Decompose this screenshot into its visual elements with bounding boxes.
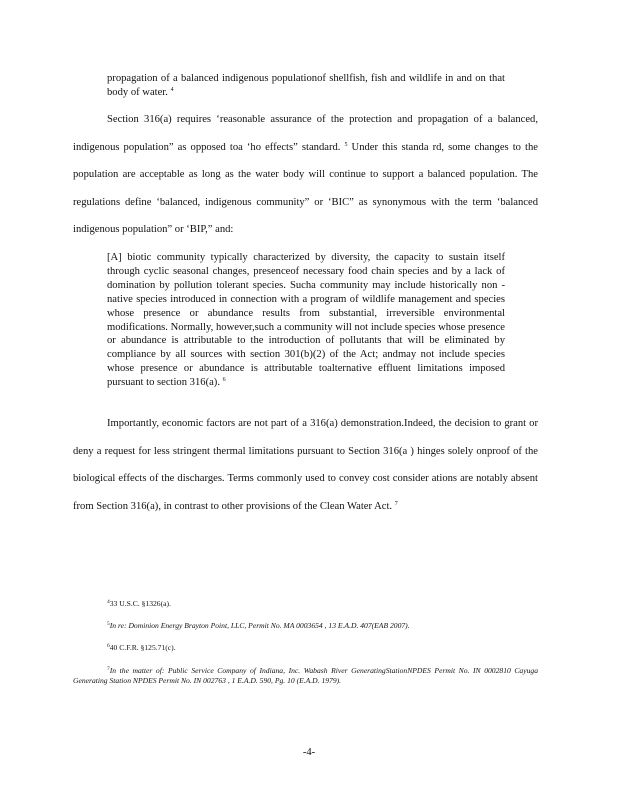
paragraph-1 — [73, 106, 538, 244]
footnote-4-mark: 4 — [107, 599, 110, 605]
block-quote-1 — [107, 72, 505, 100]
footnote-6 — [107, 641, 527, 653]
page-number: -4- — [302, 747, 316, 758]
block-quote-2-text: [A] biotic community typically characterized by diversity, the capacity to sustain itself through cyclic seasonal changes, presenceof necessary food chain species and by a lack of domination by pollution tolerant species. Sucha community may include historically non -native species introduced in connection with a program of wildlife management and species whose presence or abundance results from substantial, irreversible environmental modifications. Normally, however,such a community will not include species whose presence or abundance is attributable to the introduction of pollutants that will be eliminated by compliance by all sources with section 301(b)(2) of the Act; andmay not include species whose presence or abundance is attributable toalternative effluent limitations imposed pursuant to section 316(a). — [107, 252, 505, 389]
footnote-5-mark: 5 — [107, 621, 110, 627]
footnote-7 — [73, 664, 538, 686]
block-quote-2 — [107, 251, 505, 390]
footnote-7-mark: 7 — [107, 666, 110, 672]
footnote-6-mark: 6 — [107, 643, 110, 649]
footnote-ref-6[interactable]: 6 — [222, 377, 226, 384]
footnote-5-text: In re: Dominion Energy Brayton Point, LLC, Permit No. MA 0003654 , 13 E.A.D. 407(EAB 2007). — [109, 621, 410, 630]
paragraph-2 — [73, 410, 538, 520]
footnote-5 — [107, 619, 527, 631]
block-quote-1-text: propagation of a balanced indigenous populationof shellfish, fish and wildlife in and on that body of water. — [107, 73, 505, 98]
footnote-ref-5[interactable]: 5 — [344, 141, 348, 148]
footnote-4 — [107, 597, 527, 609]
paragraph-1-text-a: Section 316(a) requires ‘reasonable assurance of the protection and propagation of a balanced, indigenous population” as opposed toa ‘ho effects” standard. — [73, 114, 538, 153]
paragraph-2-text: Importantly, economic factors are not part of a 316(a) demonstration.Indeed, the decision to grant or deny a request for less stringent thermal limitations pursuant to Section 316(a ) hinges solely onproof of the biological effects of the discharges. Terms commonly used to convey cost consider ations are notably absent from Section 316(a), in contrast to other provisions of the Clean Water Act. — [73, 418, 538, 512]
footnote-7-text: In the matter of: Public Service Company of Indiana, Inc. Wabash River GeneratingStationNPDES Permit No. IN 0002810 Cayuga Generating Station NPDES Permit No. IN 002763 , 1 E.A.D. 590, Pg. 10 (E.A.D. 1979). — [73, 666, 538, 685]
footnote-ref-4[interactable]: 4 — [170, 86, 174, 93]
footnote-ref-7[interactable]: 7 — [394, 500, 398, 507]
paragraph-1-text-b: Under this standa rd, some changes to the population are acceptable as long as the water body will continue to support a balanced population. The regulations define ‘balanced, indigenous community” or ‘BIC” as synonymous with the term ‘balanced indigenous population” or ‘BIP,” and: — [73, 141, 538, 236]
footnote-6-text: 40 C.F.R. §125.71(c). — [109, 643, 176, 652]
footnote-4-text: 33 U.S.C. §1326(a). — [109, 599, 171, 608]
